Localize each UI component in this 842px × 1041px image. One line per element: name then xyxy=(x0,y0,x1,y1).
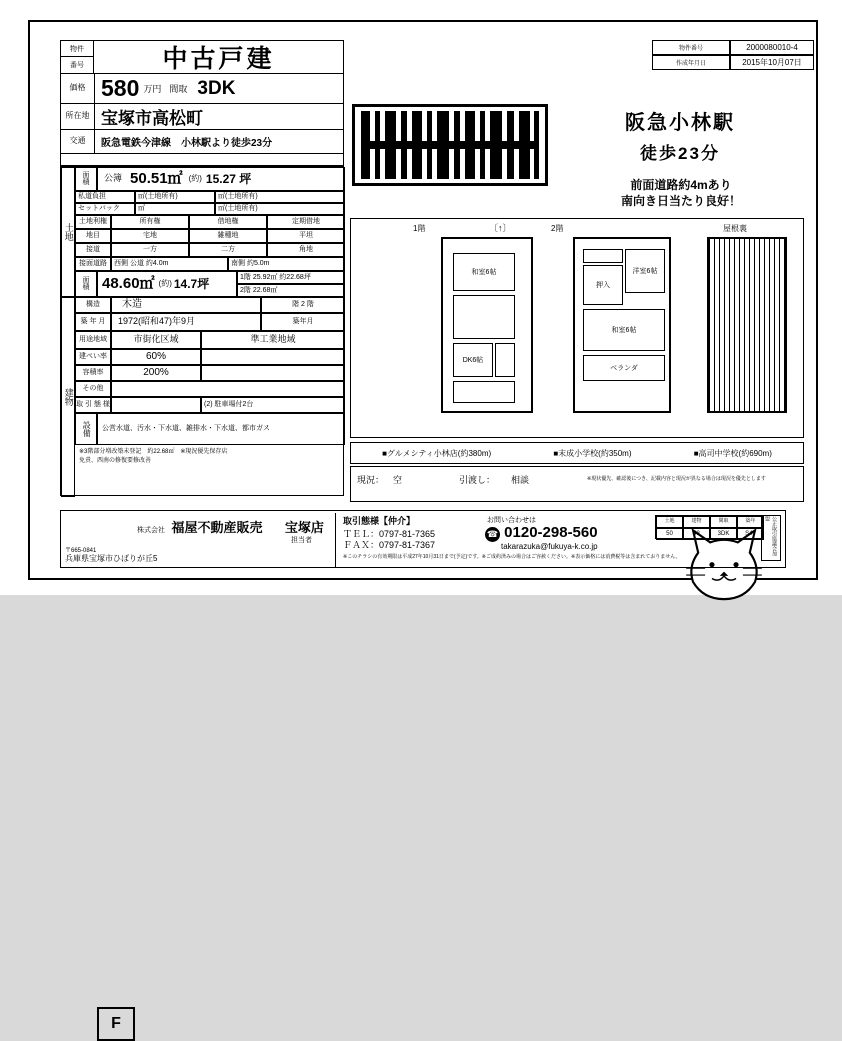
floor2-label: 2階 xyxy=(551,224,564,233)
promo-line-1: 前面道路約4mあり xyxy=(630,178,732,192)
mini-header-1: 建物 xyxy=(683,516,710,528)
floor1-outline xyxy=(441,237,533,413)
chimoku-label: 地目 xyxy=(75,229,111,243)
tochi-v3: 定期借地 xyxy=(267,215,345,229)
side-label-building: 建物 xyxy=(61,297,75,497)
address-value: 宝塚市高松町 xyxy=(101,109,203,128)
shidou-value: ㎡(土地所有) xyxy=(135,191,215,203)
promo-line-2: 南向き日当たり良好！ xyxy=(620,194,741,209)
property-id-label-1: 物件 xyxy=(61,41,93,57)
youto-sub: 市街化区域 xyxy=(111,331,201,349)
yoseki-blank xyxy=(201,365,345,381)
note-line-1: ※3階部分増改築未登記 約22.68㎡ ※現況優先保存店 xyxy=(79,449,228,455)
price-unit: 万円 xyxy=(143,84,162,94)
kouzou-label: 構造 xyxy=(75,297,111,313)
spacer-row xyxy=(60,154,344,166)
facilities-bar xyxy=(350,442,804,464)
setsudo-v1: 一方 xyxy=(111,243,189,257)
kouzou-value: 木造 xyxy=(111,297,261,313)
chimoku-v3: 平坦 xyxy=(267,229,345,243)
other-label: その他 xyxy=(75,381,111,397)
date-value: 2015年10月07日 xyxy=(730,55,814,70)
gyousha-label: 取 引 態 様 xyxy=(75,397,111,413)
menseki-label: 面 積 xyxy=(75,271,97,297)
room-entry xyxy=(453,381,515,403)
koubo-row-label: 面 積 xyxy=(75,167,97,191)
yuka2: 2階 22.68㎡ xyxy=(237,284,345,297)
room-veranda: ベランダ xyxy=(583,355,665,381)
kenpei-blank xyxy=(201,349,345,365)
promo-block xyxy=(558,177,804,209)
setsubi-label: 設備 xyxy=(75,413,97,445)
legal-text: ※このチラシの有効期限は平成27年10月31日まで(予定)です。※ご成約済みの場合はご容赦ください。※表示価格には消費税等は含まれておりません。 xyxy=(343,554,681,560)
yoseki-label: 容積率 xyxy=(75,365,111,381)
room-dk: DK6帖 xyxy=(453,343,493,377)
setsudo-v3: 角地 xyxy=(267,243,345,257)
mini-header-3: 築年 xyxy=(737,516,764,528)
floorplan-area xyxy=(350,218,804,438)
company-kabu: 株式会社 xyxy=(137,527,165,534)
tel-number: ＴＥＬ：0797-81-7365 xyxy=(343,529,436,539)
genkyo-value: 空 xyxy=(393,475,403,485)
room-washitsu-1: 和室6帖 xyxy=(453,253,515,291)
status-disclaimer: ※現状優先、確認後につき、記載内容と現況が異なる場合は現況を優先とします xyxy=(587,476,766,482)
gyousha-value: (2) 駐車場付2台 xyxy=(201,397,345,413)
koubo-row xyxy=(97,167,345,191)
room-block-1 xyxy=(453,295,515,339)
madori-value: 3DK xyxy=(197,77,236,99)
traffic-row xyxy=(60,130,344,154)
association-stamp: 公正取引協議会加盟 xyxy=(761,515,781,561)
kenpei-value: 60% xyxy=(111,349,201,365)
koubo-area: 50.51㎡ xyxy=(130,170,183,188)
room-washitsu-2: 洋室6帖 xyxy=(625,249,665,293)
shidou-note: ㎡(土地所有) xyxy=(215,191,345,203)
setsubi-value: 公営水道、汚水・下水道、雑排水・下水道、都市ガス xyxy=(97,413,345,445)
floor1-label: 1階 xyxy=(413,224,426,233)
yuka1: 1階 25.92㎡ 約22.68坪 xyxy=(237,271,345,284)
date-label: 作成年月日 xyxy=(652,55,730,70)
station-name: 阪急小林駅 xyxy=(625,112,735,134)
mini-header-2: 間取 xyxy=(710,516,737,528)
side-label-land: 土地 xyxy=(61,167,75,297)
building-yaku: (約) xyxy=(158,278,172,288)
chimoku-v1: 宅地 xyxy=(111,229,189,243)
property-id-box xyxy=(60,40,94,74)
chikunen-label: 築 年 月 xyxy=(75,313,111,331)
other-value xyxy=(111,381,345,397)
gyousha-blank xyxy=(111,397,201,413)
setback-label: セットバック xyxy=(75,203,135,215)
trade-type: 取引態様【仲介】 xyxy=(343,516,416,526)
room-label-2a xyxy=(583,249,623,263)
branch-name: 宝塚店 xyxy=(284,520,324,535)
fax-number: ＦＡＸ：0797-81-7367 xyxy=(343,540,436,550)
tochi-v2: 借地権 xyxy=(189,215,267,229)
facility-item-3: ■高司中学校(約690m) xyxy=(693,448,772,458)
address-row xyxy=(60,104,344,130)
madori-label: 間取 xyxy=(169,84,188,94)
company-name-block xyxy=(137,517,324,537)
roof-label: 屋根裏 xyxy=(723,224,747,233)
road-west: 西側 公道 約4.0m xyxy=(111,257,228,271)
traffic-label: 交通 xyxy=(61,130,95,153)
kaidate-label: 階 2 階 xyxy=(261,297,345,313)
yoseki-value: 200% xyxy=(111,365,201,381)
kenpei-label: 建ぺい率 xyxy=(75,349,111,365)
mini-value-1: 48 xyxy=(683,528,710,540)
note-line-2: 免責、西南の修復要修改善 xyxy=(79,458,152,465)
address-label: 所在地 xyxy=(61,104,95,129)
youto-label: 用途地域 xyxy=(75,331,111,349)
station-walk: 徒歩23分 xyxy=(640,144,720,163)
right-top-spacer xyxy=(346,40,646,70)
company-name: 福屋不動産販売 xyxy=(171,520,263,535)
youto-value: 準工業地域 xyxy=(201,331,345,349)
price-value: 580 xyxy=(101,75,140,101)
shidou-label: 私道負担 xyxy=(75,191,135,203)
postal-code: 〒665-0841 xyxy=(65,548,97,554)
company-logo-icon: F xyxy=(97,1007,135,1041)
room-small-1 xyxy=(495,343,515,377)
tochi-label: 土地利権 xyxy=(75,215,111,229)
page-title: 中古戸建 xyxy=(162,45,275,73)
tochi-v1: 所有権 xyxy=(111,215,189,229)
setsudo-label: 接道 xyxy=(75,243,111,257)
chikunen-value: 1972(昭和47)年9月 xyxy=(111,313,261,331)
flyer-sheet xyxy=(28,20,818,1032)
price-label: 価格 xyxy=(61,74,95,103)
setback-value: ㎡ xyxy=(135,203,215,215)
station-block xyxy=(560,106,800,164)
company-address: 兵庫県宝塚市ひばりが丘5 xyxy=(65,554,158,563)
code-label: 物件番号 xyxy=(652,40,730,55)
spec-table xyxy=(60,166,344,496)
koubo-label: 公簿 xyxy=(104,173,123,184)
mini-header-0: 土地 xyxy=(656,516,683,528)
headline-banner xyxy=(352,104,548,186)
chikunen-note: 築年月 xyxy=(261,313,345,331)
room-youshitsu: 和室6帖 xyxy=(583,309,665,351)
doc-title-box xyxy=(94,40,344,74)
chimoku-v2: 雑種地 xyxy=(189,229,267,243)
road-south: 南側 約5.0m xyxy=(228,257,345,271)
freedial-number: ☎ 0120-298-560 xyxy=(486,524,598,541)
price-row xyxy=(60,74,344,104)
room-oshiire: 押入 xyxy=(583,265,623,305)
email-address: takarazuka@fukuya-k.co.jp xyxy=(501,542,598,551)
status-box xyxy=(350,466,804,502)
building-area-cell xyxy=(97,271,237,297)
road-label: 接面道路 xyxy=(75,257,111,271)
mini-spec-table xyxy=(655,515,763,539)
koubo-tsubo: 15.27 坪 xyxy=(205,171,252,186)
hikiwatashi-label: 引渡し： xyxy=(459,475,496,485)
traffic-value: 阪急電鉄今津線 小林駅より徒歩23分 xyxy=(101,138,273,149)
north-arrow-icon: 〔↑〕 xyxy=(489,223,512,233)
koubo-yaku: (約) xyxy=(188,173,202,183)
hikiwatashi-value: 相談 xyxy=(511,475,530,485)
mini-value-3: S47 xyxy=(737,528,764,540)
floor2-outline xyxy=(573,237,671,413)
building-tsubo: 14.7坪 xyxy=(173,276,210,291)
genkyo-label: 現況： xyxy=(357,475,385,485)
facility-item-1: ■グルメシティ小林店(約380m) xyxy=(382,448,492,458)
code-value: 2000080010-4 xyxy=(730,40,814,55)
freedial-label: お問い合わせは xyxy=(487,517,536,524)
notes-block xyxy=(75,445,345,497)
staff-label: 担当者 xyxy=(291,537,312,544)
mini-value-2: 3DK xyxy=(710,528,737,540)
facility-item-2: ■末成小学校(約350m) xyxy=(553,448,632,458)
property-id-label-2: 番号 xyxy=(70,62,84,69)
mini-value-0: 50 xyxy=(656,528,683,540)
footer-block xyxy=(60,510,786,1032)
setback-note: ㎡(土地所有) xyxy=(215,203,345,215)
setsudo-v2: 二方 xyxy=(189,243,267,257)
roof-outline xyxy=(707,237,787,413)
building-area: 48.60㎡ xyxy=(102,275,155,293)
